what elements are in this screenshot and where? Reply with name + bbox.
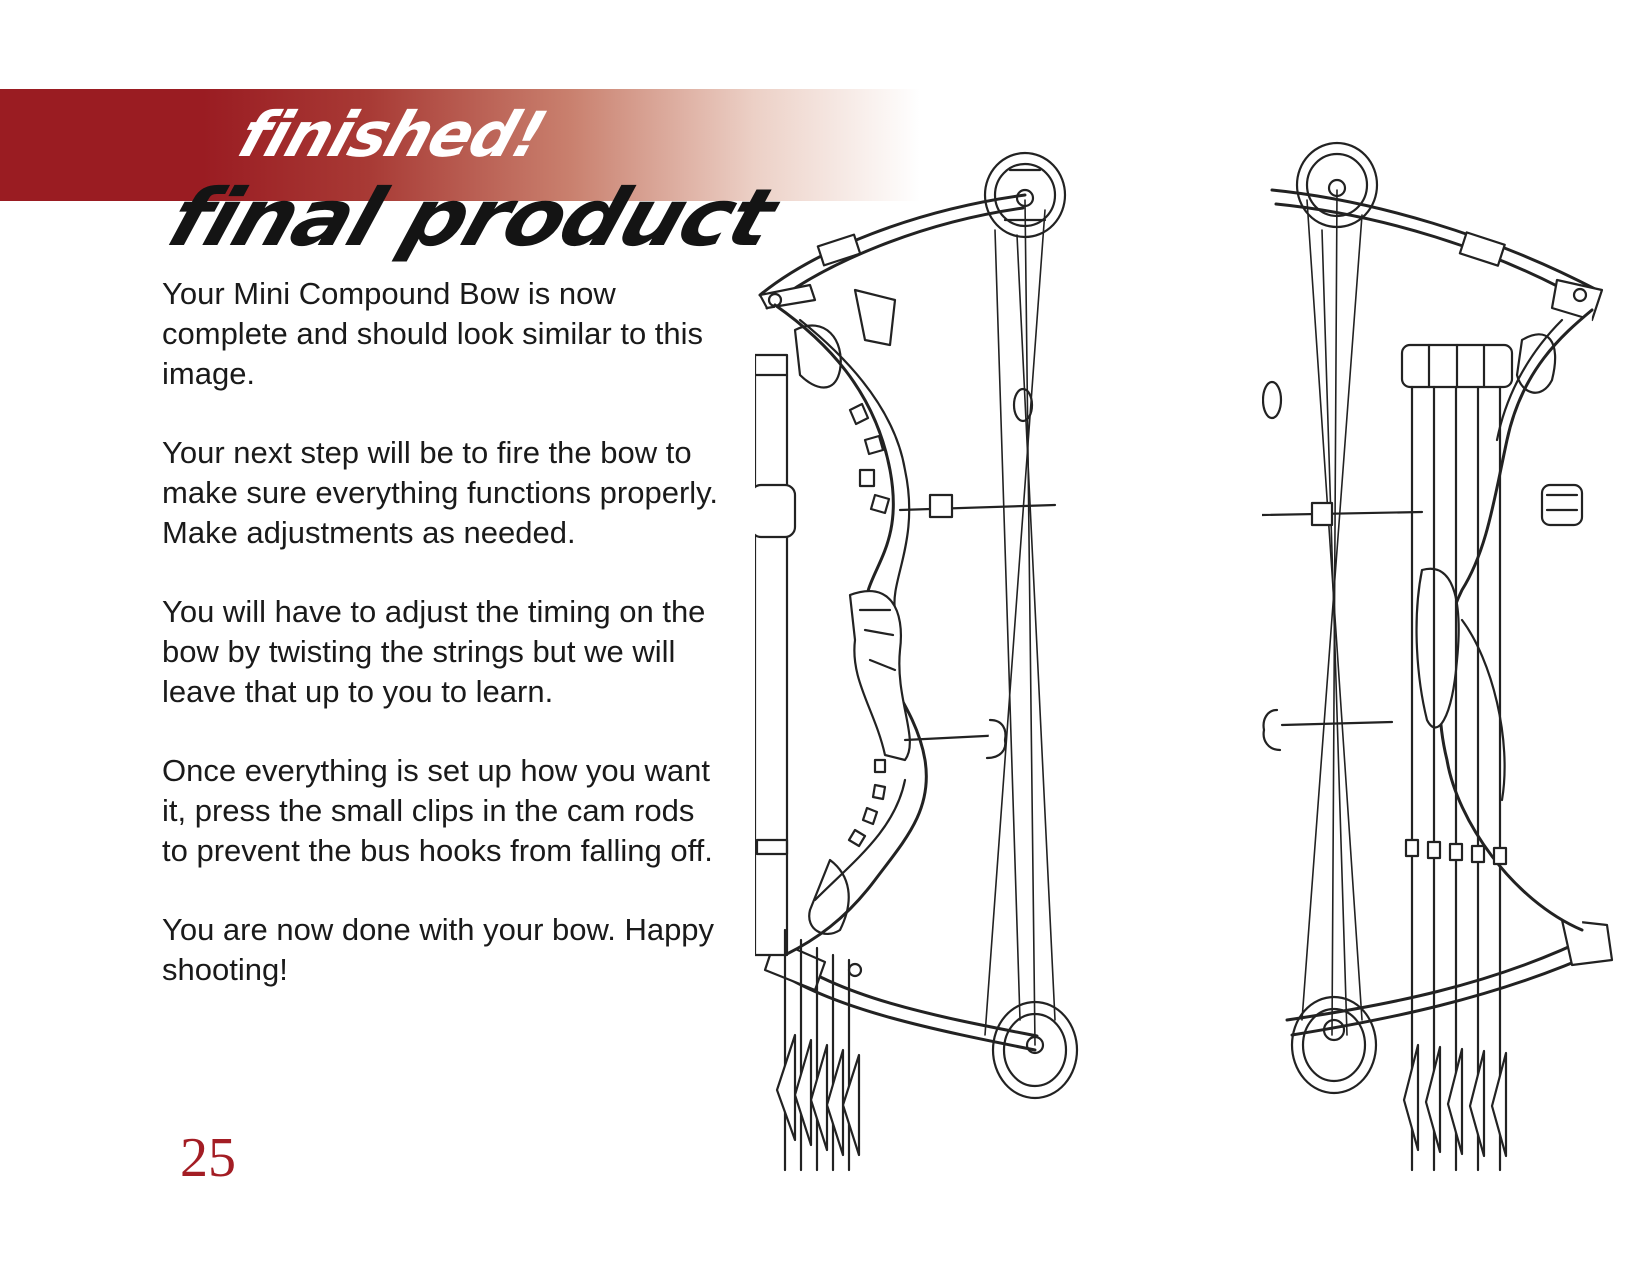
paragraph-2: Your next step will be to fire the bow to make sure everything functions properly. Make adjustments as needed. — [162, 435, 718, 550]
paragraph-4: Once everything is set up how you want it, press the small clips in the cam rods to prevent the bus hooks from falling off. — [162, 753, 713, 868]
title-final-product: final product — [157, 172, 786, 265]
page-number: 25 — [180, 1127, 236, 1189]
instructions-text — [162, 274, 722, 1029]
paragraph-1: Your Mini Compound Bow is now complete and should look similar to this image. — [162, 276, 704, 391]
paragraph-5: You are now done with your bow. Happy shooting! — [162, 912, 715, 987]
paragraph-3: You will have to adjust the timing on the bow by twisting the strings but we will leave that up to you to learn. — [162, 594, 706, 709]
title-finished: finished! — [230, 98, 555, 171]
compound-bow-front-view-icon — [755, 140, 1115, 1180]
compound-bow-back-view-icon — [1262, 140, 1632, 1180]
